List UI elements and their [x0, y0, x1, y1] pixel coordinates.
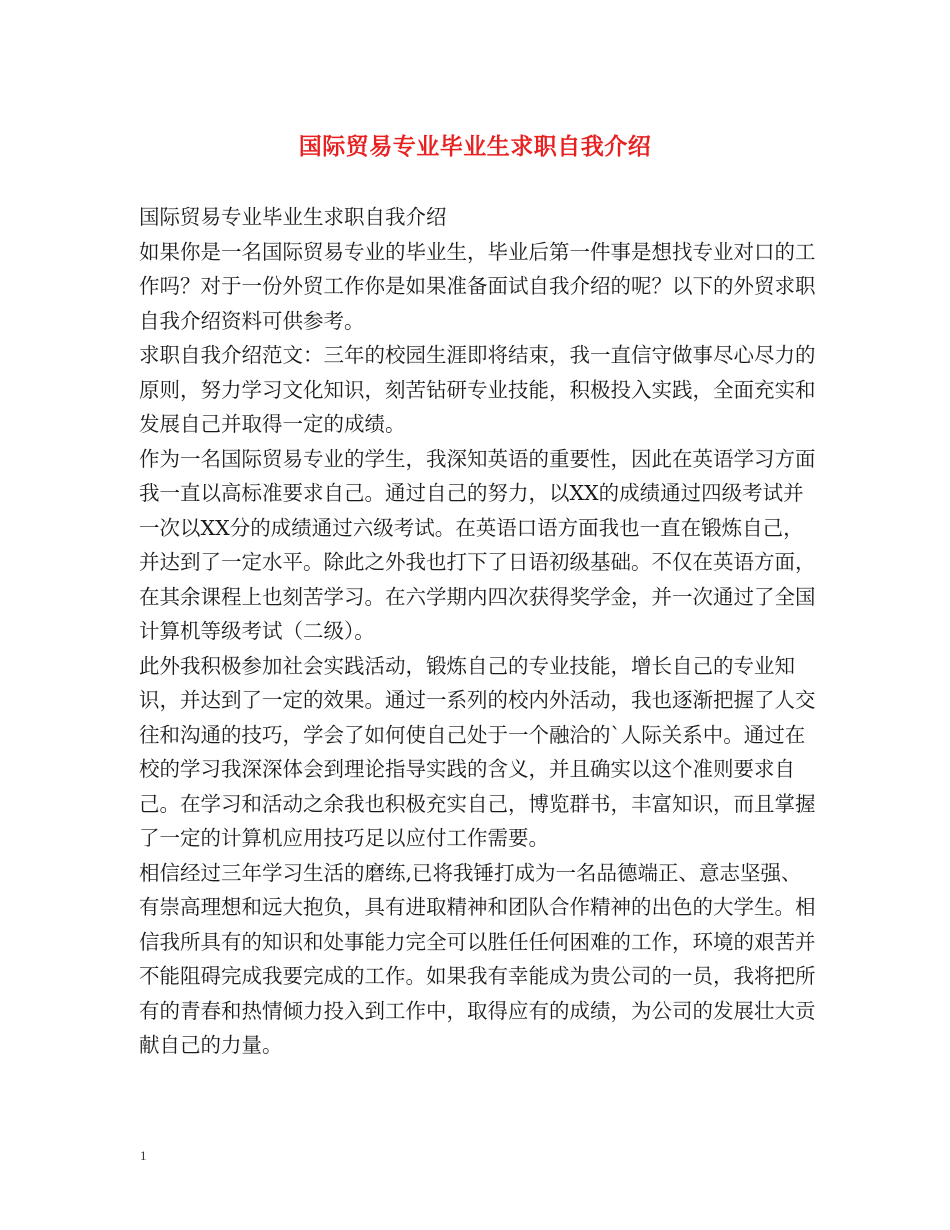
- paragraph-subtitle: 国际贸易专业毕业生求职自我介绍: [139, 205, 447, 229]
- paragraph-english-study: 作为一名国际贸易专业的学生，我深知英语的重要性，因此在英语学习方面我一直以高标准要求自己。通过自己的努力，以XX的成绩通过四级考试并一次以XX分的成绩通过六级考试。在英语口语方面我也一直在锻炼自己，并达到了一定水平。除此之外我也打下了日语初级基础。不仅在英语方面，在其余课程上也刻苦学习。在六学期内四次获得奖学金，并一次通过了全国计算机等级考试（二级）。: [139, 446, 816, 643]
- paragraph-intro: 如果你是一名国际贸易专业的毕业生，毕业后第一件事是想找专业对口的工作吗？对于一份外贸工作你是如果准备面试自我介绍的呢？以下的外贸求职自我介绍资料可供参考。: [139, 239, 816, 333]
- paragraph-sample-opening: 求职自我介绍范文：三年的校园生涯即将结束，我一直信守做事尽心尽力的原则，努力学习文化知识，刻苦钻研专业技能，积极投入实践，全面充实和发展自己并取得一定的成绩。: [139, 343, 816, 436]
- paragraph-conclusion: 相信经过三年学习生活的磨练,已将我锤打成为一名品德端正、意志坚强、有崇高理想和远大抱负，具有进取精神和团队合作精神的出色的大学生。相信我所具有的知识和处事能力完全可以胜任任何困难的工作，环境的艰苦并不能阻碍完成我要完成的工作。如果我有幸能成为贵公司的一员，我将把所有的青春和热情倾力投入到工作中，取得应有的成绩，为公司的发展壮大贡献自己的力量。: [139, 860, 816, 1057]
- page-number: 1: [140, 1148, 147, 1163]
- document-title: 国际贸易专业毕业生求职自我介绍: [298, 134, 652, 160]
- document-body: [139, 200, 819, 1063]
- paragraph-social-practice: 此外我积极参加社会实践活动，锻炼自己的专业技能，增长自己的专业知识，并达到了一定的效果。通过一系列的校内外活动，我也逐渐把握了人交往和沟通的技巧，学会了如何使自己处于一个融洽的`人际关系中。通过在校的学习我深深体会到理论指导实践的含义，并且确实以这个准则要求自己。在学习和活动之余我也积极充实自己，博览群书，丰富知识，而且掌握了一定的计算机应用技巧足以应付工作需要。: [139, 653, 816, 850]
